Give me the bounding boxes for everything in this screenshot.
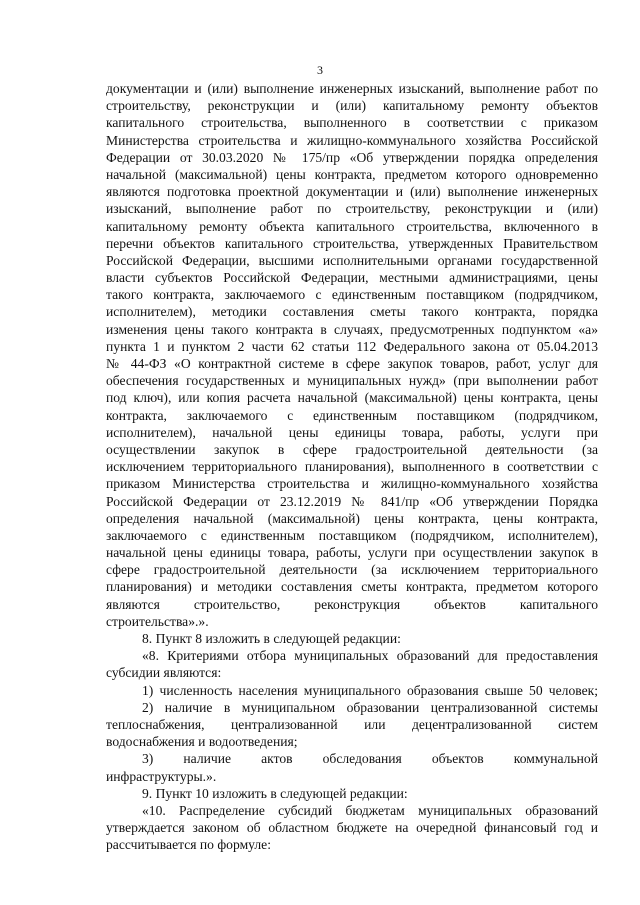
text-line: Федерации от 30.03.2020 № 175/пр «Об утверждении порядка определения <box>106 149 598 165</box>
text-line: определения начальной (максимальной) цены контракта, цены контракта, <box>106 510 598 526</box>
text-line: заключаемого с единственным поставщиком (подрядчиком, исполнителем), <box>106 527 598 543</box>
text-line: теплоснабжения, централизованной или децентрализованной систем <box>106 716 598 732</box>
text-line: «8. Критериями отбора муниципальных образований для предоставления <box>142 648 598 664</box>
text-line: начальной цены единицы товара, работы, услуги при осуществлении закупок в <box>106 545 598 561</box>
text-line: № 44-ФЗ «О контрактной системе в сфере закупок товаров, работ, услуг для <box>106 356 598 371</box>
text-line: «10. Распределение субсидий бюджетам муниципальных образований <box>142 802 598 818</box>
text-line: являются строительство, реконструкция объектов капитального <box>106 596 598 612</box>
text-line: 3) наличие актов обследования объектов коммунальной <box>142 751 598 767</box>
text-line: изменения цены такого контракта в случаях, предусмотренных подпунктом «а» <box>106 321 598 337</box>
text-line: Министерства строительства и жилищно-коммунального хозяйства Российской <box>106 132 598 148</box>
text-line: 2) наличие в муниципальном образовании централизованной системы <box>142 699 598 715</box>
text-line: утверждается законом об областном бюджете на очередной финансовый год и <box>106 820 598 836</box>
text-line: строительства».». <box>106 613 209 629</box>
text-line: контракта, заключаемого с единственным поставщиком (подрядчиком, <box>106 407 598 423</box>
text-line: планирования) и методики составления сметы контракта, предметом которого <box>106 579 598 595</box>
text-line: рассчитывается по формуле: <box>106 837 271 853</box>
text-line: капитального строительства, выполненного в соответствии с приказом <box>106 115 598 131</box>
text-line: строительству, реконструкции и (или) капитальному ремонту объектов <box>106 98 598 114</box>
page-number: 3 <box>317 63 323 77</box>
text-line: такого контракта, заключаемого с единственным поставщиком (подрядчиком, <box>106 287 598 303</box>
text-line: исполнителем), методики составления сметы такого контракта, порядка <box>106 304 598 320</box>
text-line: пункта 1 и пунктом 2 части 62 статьи 112 Федерального закона от 05.04.2013 <box>106 338 598 354</box>
text-line: 9. Пункт 10 изложить в следующей редакции: <box>142 785 408 801</box>
text-line: Российской Федерации, высшими исполнительными органами государственной <box>106 252 598 268</box>
text-line: документации и (или) выполнение инженерных изысканий, выполнение работ по <box>106 81 598 96</box>
text-line: Российской Федерации от 23.12.2019 № 841/пр «Об утверждении Порядка <box>106 493 598 509</box>
text-line: власти субъектов Российской Федерации, местными администрациями, цены <box>106 270 598 286</box>
document-body <box>106 80 598 853</box>
text-line: являются подготовка проектной документации и (или) выполнение инженерных <box>106 184 598 200</box>
text-line: сфере градостроительной деятельности (за исключением территориального <box>106 562 598 578</box>
text-line: обеспечения государственных и муниципальных нужд» (при выполнении работ <box>106 373 598 389</box>
text-line: начальной (максимальной) цены контракта, предметом которого одновременно <box>106 166 598 182</box>
text-line: исключением территориального планирования), выполненного в соответствии с <box>106 459 598 475</box>
text-line: исполнителем), начальной цены единицы товара, работы, услуги при <box>106 424 598 440</box>
text-line: 1) численность населения муниципального образования свыше 50 человек; <box>142 682 598 698</box>
text-line: водоснабжения и водоотведения; <box>106 734 298 750</box>
text-line: изысканий, выполнение работ по строительству, реконструкции и (или) <box>106 201 598 217</box>
text-line: осуществлении закупок в сфере градостроительной деятельности (за <box>106 441 598 457</box>
text-line: инфраструктуры.». <box>106 768 217 784</box>
text-line: капитальному ремонту объекта капитального строительства, включенного в <box>106 218 598 234</box>
text-line: перечни объектов капитального строительства, утвержденных Правительством <box>106 235 598 251</box>
text-line: 8. Пункт 8 изложить в следующей редакции: <box>142 631 401 646</box>
text-line: приказом Министерства строительства и жилищно-коммунального хозяйства <box>106 476 598 492</box>
text-line: под ключ), или копия расчета начальной (максимальной) цены контракта, цены <box>106 390 598 406</box>
text-line: субсидии являются: <box>106 665 222 681</box>
